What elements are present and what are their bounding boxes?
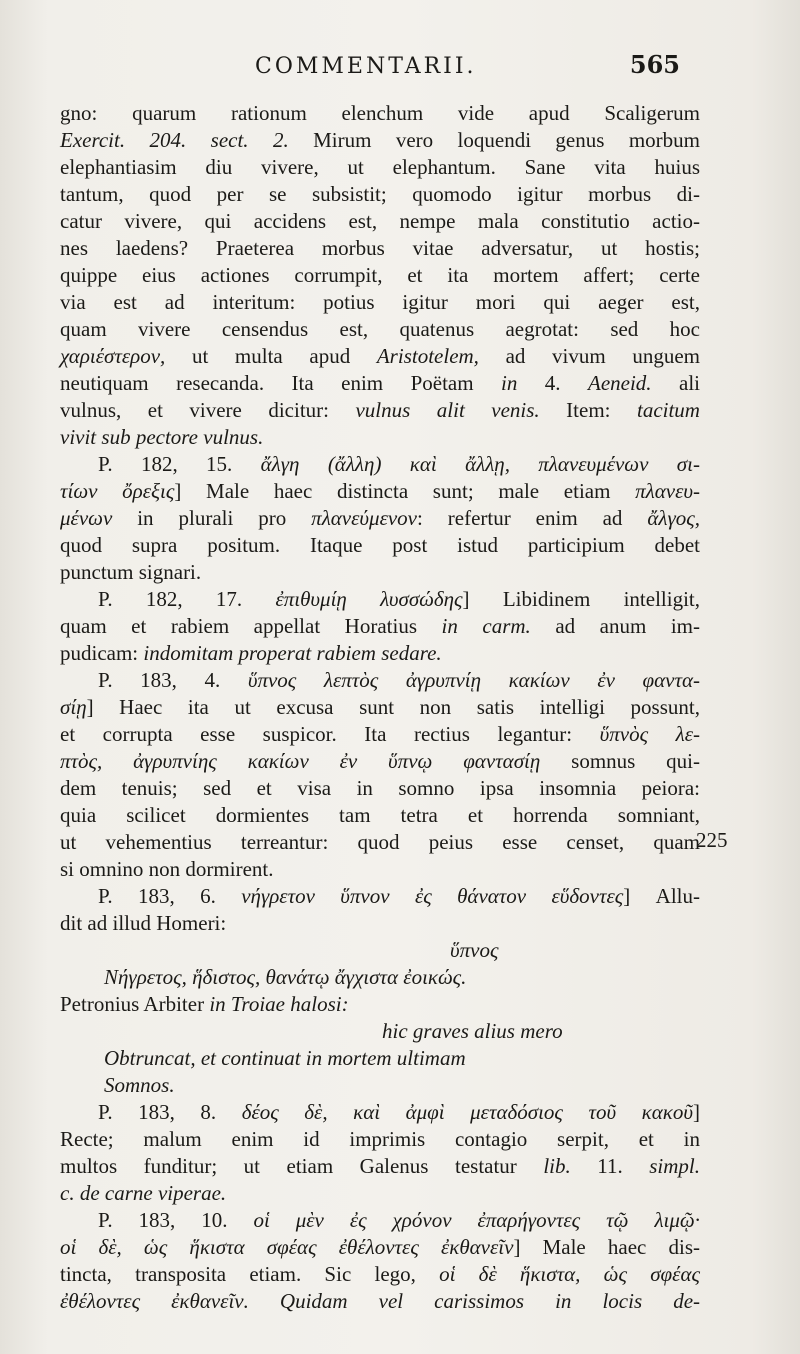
text-segment: catur vivere, qui accidens est, nempe mala constitutio actio- (60, 209, 700, 233)
text-segment: τίων ὄρεξις (60, 479, 175, 503)
text-segment: quod supra positum. Itaque post istud participium debet (60, 533, 700, 557)
text-segment: tantum, quod per se subsistit; quomodo igitur morbus di- (60, 182, 700, 206)
text-line (60, 613, 700, 640)
text-line (60, 451, 700, 478)
text-segment: ut multa apud (165, 344, 377, 368)
text-segment: nes laedens? Praeterea morbus vitae adversatur, ut hostis; (60, 236, 700, 260)
text-line (60, 991, 700, 1018)
text-segment: ] (693, 1100, 700, 1124)
text-line (60, 775, 700, 802)
text-segment: ut vehementius terreantur: quod peius esse censet, quam (60, 830, 700, 854)
text-segment: ὕπνος (450, 938, 499, 962)
text-line (60, 424, 700, 451)
text-segment: quam et rabiem appellat Horatius (60, 614, 442, 638)
text-segment: in (501, 371, 518, 395)
text-segment: gno: quarum rationum elenchum vide apud Scaligerum (60, 101, 700, 125)
text-segment: ] Male haec dis- (513, 1235, 700, 1259)
text-segment: punctum signari. (60, 560, 202, 584)
text-line (60, 1126, 700, 1153)
page-header (60, 48, 700, 88)
text-segment: vulnus, et vivere dicitur: (60, 398, 356, 422)
text-segment: πτὸς, ἀγρυπνίης κακίων ἐν ὕπνῳ φαντασίῃ (60, 749, 541, 773)
text-line (60, 505, 700, 532)
text-line (60, 532, 700, 559)
text-segment: P. 183, 8. (98, 1100, 242, 1124)
text-segment: pudicam: (60, 641, 144, 665)
text-segment: χαριέστερον, (60, 344, 166, 368)
text-segment: ] Allu- (623, 884, 700, 908)
page-number: 565 (629, 50, 680, 79)
text-segment: ] Haec ita ut excusa sunt non satis intelligi possunt, (86, 695, 700, 719)
text-line (60, 478, 700, 505)
text-line (60, 856, 700, 883)
text-segment: quam vivere censendus est, quatenus aegrotat: sed hoc (60, 317, 700, 341)
text-segment: tacitum (636, 398, 700, 422)
text-segment: ἄλγος, (647, 506, 700, 530)
text-segment: quippe eius actiones corrumpit, et ita mortem affert; certe (60, 263, 700, 287)
text-line (60, 640, 700, 667)
text-line (60, 1234, 700, 1261)
text-segment: νήγρετον ὕπνον ἐς θάνατον εὕδοντες (241, 884, 624, 908)
text-line (60, 883, 700, 910)
text-segment: indomitam properat rabiem sedare. (143, 641, 442, 665)
text-line (60, 370, 700, 397)
text-segment: Somnos. (104, 1073, 175, 1097)
text-segment: in Troiae halosi: (209, 992, 349, 1016)
text-segment: tincta, transposita etiam. Sic lego, (60, 1262, 440, 1286)
text-segment: vulnus alit venis. (355, 398, 540, 422)
text-segment: οἱ δὲ ἥκιστα, ὡς σφέας (439, 1262, 700, 1286)
text-segment (249, 1289, 280, 1313)
text-segment: ad vivum unguem (478, 344, 700, 368)
text-segment: ali (651, 371, 700, 395)
text-segment: via est ad interitum: potius igitur mori qui aeger est, (60, 290, 700, 314)
text-line (60, 235, 700, 262)
text-line (60, 1180, 700, 1207)
text-segment: σίῃ (60, 695, 87, 719)
text-line (60, 1072, 700, 1099)
text-line (60, 1153, 700, 1180)
text-line (60, 937, 700, 964)
text-segment: dit ad illud Homeri: (60, 911, 227, 935)
text-segment: ὕπνος λεπτὸς ἀγρυπνίῃ κακίων ἐν φαντα- (247, 668, 700, 692)
text-line (60, 154, 700, 181)
text-segment: et corrupta esse suspicor. Ita rectius legantur: (60, 722, 600, 746)
text-line (60, 964, 700, 991)
text-segment: οἱ μὲν ἐς χρόνον ἐπαρήγοντες τῷ λιμῷ· (253, 1208, 700, 1232)
text-line (60, 127, 700, 154)
text-segment: μένων (60, 506, 113, 530)
text-segment: vivit sub pectore vulnus. (60, 425, 264, 449)
text-line (60, 1045, 700, 1072)
text-segment: : refertur enim ad (417, 506, 648, 530)
text-line (60, 181, 700, 208)
text-segment: P. 182, 15. (98, 452, 261, 476)
text-line (60, 1018, 700, 1045)
text-segment: quia scilicet dormientes tam tetra et horrenda somniant, (60, 803, 700, 827)
text-line (60, 289, 700, 316)
text-segment: 4. (517, 371, 588, 395)
text-line (60, 586, 700, 613)
text-segment: δέος δὲ, καὶ ἀμφὶ μεταδόσιος τοῦ κακοῦ (241, 1100, 693, 1124)
text-line (60, 1207, 700, 1234)
text-segment: Νήγρετος, ἥδιστος, θανάτῳ ἄγχιστα ἐοικώς. (104, 965, 467, 989)
text-line (60, 748, 700, 775)
text-segment: somnus qui- (540, 749, 700, 773)
text-segment: P. 183, 4. (98, 668, 248, 692)
text-line (60, 721, 700, 748)
text-segment: 11. (570, 1154, 650, 1178)
text-line (60, 1261, 700, 1288)
text-segment: P. 183, 10. (98, 1208, 254, 1232)
text-segment: Aeneid. (588, 371, 652, 395)
body-text (60, 100, 700, 1315)
text-segment: dem tenuis; sed et visa in somno ipsa insomnia peiora: (60, 776, 700, 800)
text-segment: Mirum vero loquendi genus morbum (288, 128, 700, 152)
text-segment: neutiquam resecanda. Ita enim Poëtam (60, 371, 502, 395)
text-segment: Item: (539, 398, 637, 422)
text-segment: c. de carne viperae. (60, 1181, 227, 1205)
text-segment: si omnino non dormirent. (60, 857, 274, 881)
text-segment: in carm. (441, 614, 531, 638)
text-segment: Quidam vel carissimos in locis de- (279, 1289, 701, 1313)
text-segment: ὕπνὸς λε- (599, 722, 700, 746)
text-segment: Recte; malum enim id imprimis contagio serpit, et in (60, 1127, 700, 1151)
text-line (60, 1288, 700, 1315)
text-segment: elephantiasim diu vivere, ut elephantum. Sane vita huius (60, 155, 700, 179)
text-segment: οἱ δὲ, ὡς ἥκιστα σφέας ἐθέλοντες ἐκθανεῖν (60, 1235, 514, 1259)
text-line (60, 829, 700, 856)
text-line (60, 397, 700, 424)
text-segment: Obtruncat, et continuat in mortem ultimam (104, 1046, 466, 1070)
text-segment: hic graves alius mero (382, 1019, 563, 1043)
text-line (60, 1099, 700, 1126)
text-segment: ἐπιθυμίῃ λυσσώδης (275, 587, 463, 611)
text-line (60, 802, 700, 829)
text-segment: ἐθέλοντες ἐκθανεῖν. (60, 1289, 249, 1313)
text-line (60, 694, 700, 721)
text-line (60, 343, 700, 370)
text-segment: P. 182, 17. (98, 587, 276, 611)
text-line (60, 910, 700, 937)
text-segment: P. 183, 6. (98, 884, 242, 908)
text-line (60, 667, 700, 694)
text-segment: lib. (543, 1154, 571, 1178)
text-segment: ] Male haec distincta sunt; male etiam (174, 479, 636, 503)
running-head: COMMENTARII. (255, 54, 477, 79)
text-segment: ἄλγη (ἄλλη) καὶ ἄλλῃ, πλανευμένων σι- (260, 452, 700, 476)
text-line (60, 262, 700, 289)
text-segment: πλανεύμενον (311, 506, 418, 530)
text-segment: simpl. (649, 1154, 700, 1178)
text-segment: πλανευ- (635, 479, 700, 503)
margin-number: 225 (696, 828, 728, 852)
text-segment: Petronius Arbiter (60, 992, 210, 1016)
text-line (60, 316, 700, 343)
text-segment: in plurali pro (112, 506, 312, 530)
text-segment: ad anum im- (530, 614, 701, 638)
text-line (60, 100, 700, 127)
text-line (60, 208, 700, 235)
text-segment: Aristotelem, (376, 344, 479, 368)
text-segment: multos funditur; ut etiam Galenus testatur (60, 1154, 544, 1178)
text-line (60, 559, 700, 586)
text-segment: Exercit. 204. sect. 2. (60, 128, 289, 152)
text-segment: ] Libidinem intelligit, (462, 587, 700, 611)
